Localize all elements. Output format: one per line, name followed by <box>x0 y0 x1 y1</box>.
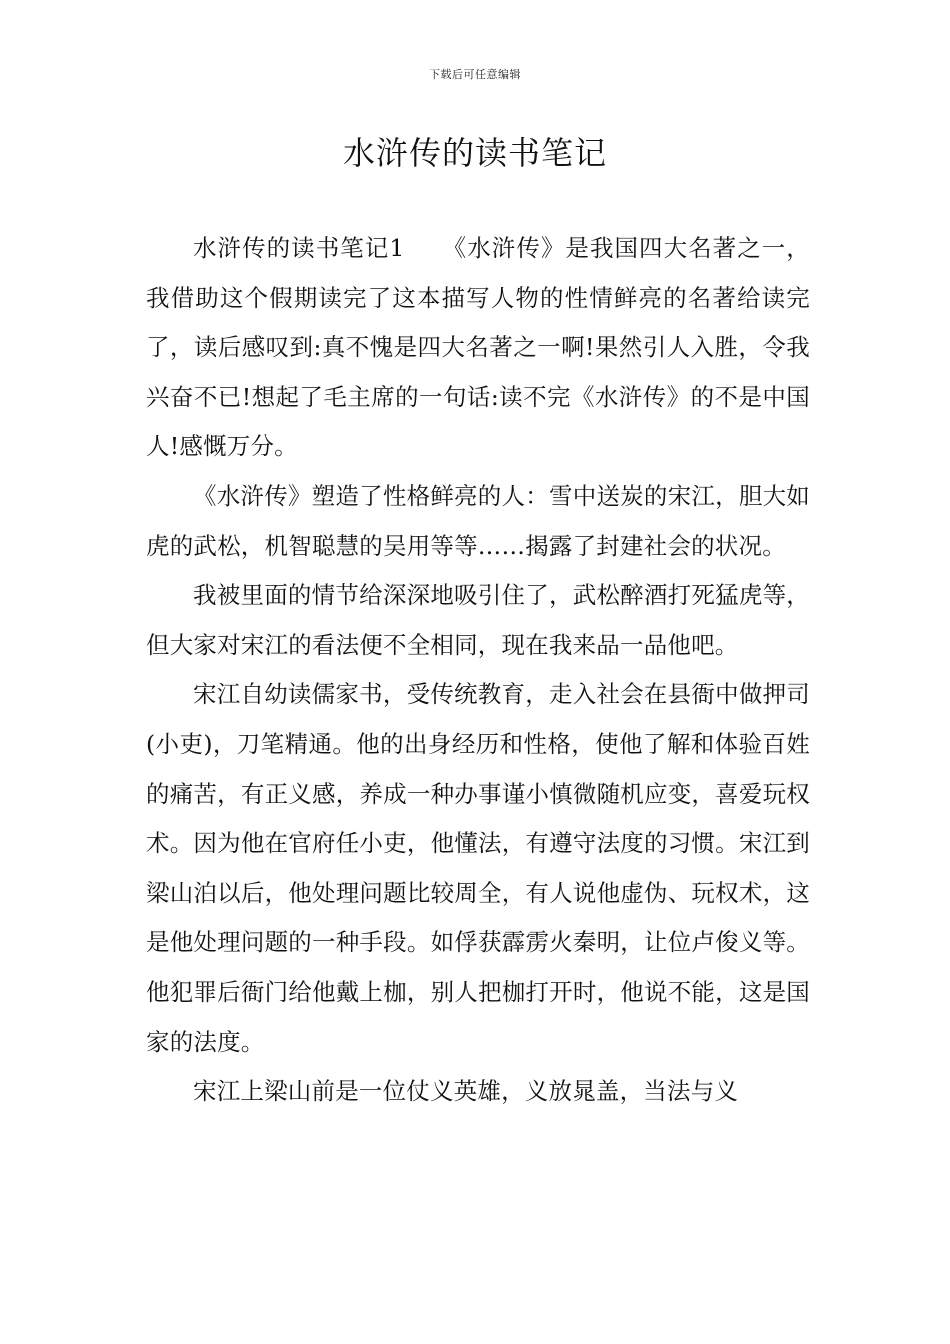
paragraph-4: 宋江自幼读儒家书，受传统教育，走入社会在县衙中做押司(小吏)，刀笔精通。他的出身经历和性格，使他了解和体验百姓的痛苦，有正义感，养成一种办事谨小慎微随机应变，喜爱玩权术。因为他在官府任小吏，他懂法，有遵守法度的习惯。宋江到梁山泊以后，他处理问题比较周全，有人说他虚伪、玩权术，这是他处理问题的一种手段。如俘获霹雳火秦明，让位卢俊义等。他犯罪后衙门给他戴上枷，别人把枷打开时，他说不能，这是国家的法度。 <box>146 680 810 1056</box>
header-note: 下载后可任意编辑 <box>429 68 521 81</box>
paragraph-1: 水浒传的读书笔记1 《水浒传》是我国四大名著之一，我借助这个假期读完了这本描写人物的性情鲜亮的名著给读完了，读后感叹到:真不愧是四大名著之一啊!果然引人入胜，令我兴奋不已!想起了毛主席的一句话:读不完《水浒传》的不是中国人!感慨万分。 <box>146 234 810 461</box>
paragraph-3: 我被里面的情节给深深地吸引住了，武松醉酒打死猛虎等，但大家对宋江的看法便不全相同，现在我来品一品他吧。 <box>146 581 810 659</box>
document-title: 水浒传的读书笔记 <box>342 134 607 172</box>
document-body <box>146 224 810 1117</box>
paragraph-2: 《水浒传》塑造了性格鲜亮的人：雪中送炭的宋江，胆大如虎的武松，机智聪慧的吴用等等……揭露了封建社会的状况。 <box>146 481 810 560</box>
paragraph-5: 宋江上梁山前是一位仗义英雄，义放晁盖，当法与义 <box>193 1077 739 1106</box>
